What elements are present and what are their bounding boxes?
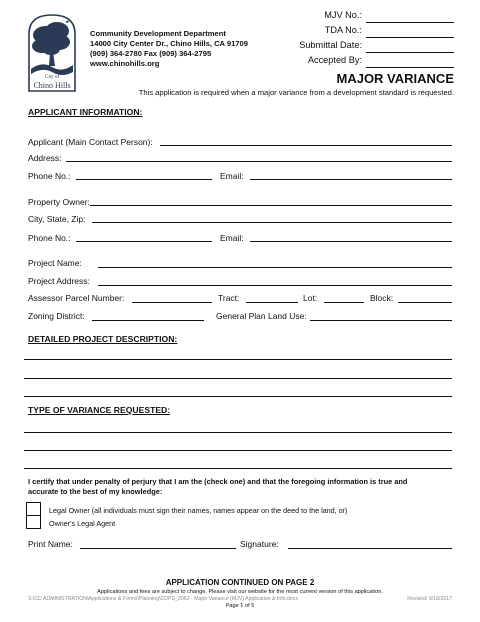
certify-line-1: I certify that under penalty of perjury that I am the (check one) and that the foregoing information is true and (28, 477, 408, 486)
city-state-zip-label: City, State, Zip: (28, 214, 86, 224)
accepted-by-field[interactable] (366, 67, 454, 68)
address-field[interactable] (66, 161, 452, 162)
accepted-by-label: Accepted By: (307, 55, 362, 65)
variance-line-1[interactable] (24, 432, 452, 433)
tract-field[interactable] (246, 302, 298, 303)
gplu-field[interactable] (310, 320, 452, 321)
gplu-label: General Plan Land Use: (216, 311, 307, 321)
tda-label: TDA No.: (324, 25, 362, 35)
print-name-label: Print Name: (28, 539, 73, 549)
owner-email-field[interactable] (250, 241, 452, 242)
lot-field[interactable] (324, 302, 364, 303)
phone-label: Phone No.: (28, 171, 71, 181)
block-label: Block: (370, 293, 394, 303)
main-contact-field[interactable] (160, 145, 452, 146)
address-label: Address: (28, 153, 62, 163)
owner-email-label: Email: (220, 233, 244, 243)
main-contact-label: Applicant (Main Contact Person): (28, 137, 153, 147)
fees-note: Applications and fees are subject to change. Please visit our website for the most current version of this application. (97, 589, 383, 595)
submittal-date-label: Submittal Date: (299, 40, 362, 50)
legal-owner-label: Legal Owner (all individuals must sign their names, names appear on the deed to the land, or) (49, 506, 348, 515)
mjv-field[interactable] (366, 22, 454, 23)
page-number: Page 1 of 5 (225, 603, 255, 609)
apn-field[interactable] (132, 302, 212, 303)
property-owner-field[interactable] (90, 205, 452, 206)
lot-label: Lot: (303, 293, 318, 303)
variance-line-3[interactable] (24, 468, 452, 469)
project-address-field[interactable] (98, 285, 452, 286)
description-heading: DETAILED PROJECT DESCRIPTION: (28, 334, 178, 344)
logo-city-of: City of (44, 75, 60, 80)
description-line-1[interactable] (24, 359, 452, 360)
description-line-3[interactable] (24, 396, 452, 397)
project-name-field[interactable] (98, 267, 452, 268)
owner-phone-field[interactable] (76, 241, 212, 242)
file-path: S:\CD ADMINISTRATION\Applications & Forms\Planning\CDPD_2062 - Major Variance (MJV) Application & Info.docx (28, 596, 298, 602)
tda-field[interactable] (366, 37, 454, 38)
variance-line-2[interactable] (24, 450, 452, 451)
description-line-2[interactable] (24, 378, 452, 379)
city-state-zip-field[interactable] (92, 222, 452, 223)
dept-phone: (909) 364-2780 Fax (909) 364-2795 (90, 49, 212, 58)
phone-field[interactable] (76, 179, 212, 180)
logo-city-name: Chino Hills (33, 81, 71, 90)
apn-label: Assessor Parcel Number: (28, 293, 125, 303)
zoning-label: Zoning District: (28, 311, 85, 321)
zoning-field[interactable] (92, 320, 204, 321)
email-field[interactable] (250, 179, 452, 180)
block-field[interactable] (398, 302, 452, 303)
certify-line-2: accurate to the best of my knowledge: (28, 487, 163, 496)
owner-phone-label: Phone No.: (28, 233, 71, 243)
dept-address: 14000 City Center Dr., Chino Hills, CA 91709 (90, 39, 248, 48)
print-name-field[interactable] (80, 548, 236, 549)
form-title: MAJOR VARIANCE (336, 71, 454, 86)
applicant-heading: APPLICANT INFORMATION: (28, 107, 143, 117)
signature-field[interactable] (288, 548, 452, 549)
project-name-label: Project Name: (28, 258, 82, 268)
email-label: Email: (220, 171, 244, 181)
dept-website: www.chinohills.org (90, 59, 160, 68)
tract-label: Tract: (218, 293, 240, 303)
dept-name: Community Development Department (90, 29, 226, 38)
project-address-label: Project Address: (28, 276, 90, 286)
signature-label: Signature: (240, 539, 279, 549)
legal-owner-checkbox[interactable] (26, 502, 41, 516)
city-logo (28, 14, 76, 92)
form-subtitle: This application is required when a major variance from a development standard is requested. (138, 88, 454, 97)
legal-agent-label: Owner's Legal Agent (49, 519, 116, 528)
property-owner-label: Property Owner: (28, 197, 90, 207)
legal-agent-checkbox[interactable] (26, 515, 41, 529)
submittal-date-field[interactable] (366, 52, 454, 53)
revised-date: Revised: 9/18/2017 (407, 596, 452, 602)
mjv-label: MJV No.: (324, 10, 362, 20)
continued-notice: APPLICATION CONTINUED ON PAGE 2 (165, 578, 315, 587)
variance-heading: TYPE OF VARIANCE REQUESTED: (28, 405, 171, 415)
